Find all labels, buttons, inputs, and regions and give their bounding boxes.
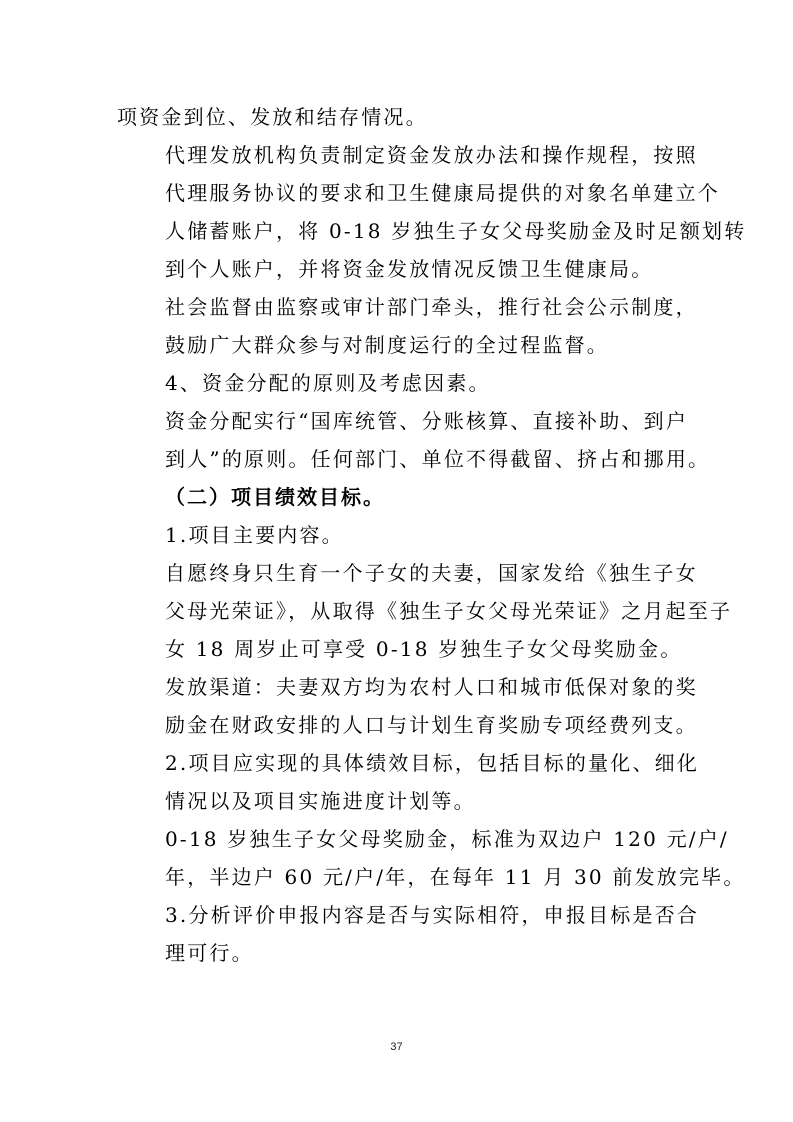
section-heading (117, 478, 680, 516)
text-line: 社会监督由监察或审计部门牵头，推行社会公示制度， (165, 295, 698, 319)
paragraph (117, 364, 680, 402)
text-line: 理可行。 (165, 941, 254, 965)
paragraph (117, 744, 700, 820)
text-line: 励金在财政安排的人口与计划生育奖励专项经费列支。 (165, 713, 698, 737)
text-line: 鼓励广大群众参与对制度运行的全过程监督。 (165, 333, 609, 357)
paragraph (117, 668, 698, 744)
text-line: （二）项目绩效目标。 (165, 485, 385, 509)
text-line: 发放渠道：夫妻双方均为农村人口和城市低保对象的奖 (165, 675, 698, 699)
text-line: 0-18 岁独生子女父母奖励金，标准为双边户 120 元/户/ (165, 827, 729, 851)
text-line: 项资金到位、发放和结存情况。 (117, 105, 428, 129)
paragraph (117, 402, 711, 478)
text-line: 1.项目主要内容。 (165, 523, 344, 547)
text-line: 女 18 周岁止可享受 0-18 岁独生子女父母奖励金。 (165, 637, 683, 661)
page-number: 37 (390, 1041, 403, 1053)
text-line: 2.项目应实现的具体绩效目标，包括目标的量化、细化 (165, 751, 700, 775)
page-body (117, 98, 747, 972)
paragraph (117, 820, 746, 896)
text-line: 到个人账户，并将资金发放情况反馈卫生健康局。 (165, 257, 654, 281)
paragraph (117, 288, 698, 364)
paragraph (117, 896, 700, 972)
text-line: 父母光荣证》，从取得《独生子女父母光荣证》之月起至子 (165, 599, 733, 623)
text-line: 自愿终身只生育一个子女的夫妻，国家发给《独生子女 (165, 561, 698, 585)
text-line: 资金分配实行“国库统管、分账核算、直接补助、到户 (165, 409, 689, 433)
paragraph (117, 136, 747, 288)
text-line: 代理发放机构负责制定资金发放办法和操作规程，按照 (165, 143, 698, 167)
text-line: 年，半边户 60 元/户/年，在每年 11 月 30 前发放完毕。 (165, 865, 746, 889)
text-line: 到人”的原则。任何部门、单位不得截留、挤占和挪用。 (165, 447, 711, 471)
text-line: 4、资金分配的原则及考虑因素。 (165, 371, 491, 395)
text-line: 3.分析评价申报内容是否与实际相符，申报目标是否合 (165, 903, 700, 927)
paragraph (117, 516, 680, 554)
text-line: 代理服务协议的要求和卫生健康局提供的对象名单建立个 (165, 181, 720, 205)
text-line: 人储蓄账户，将 0-18 岁独生子女父母奖励金及时足额划转 (165, 219, 747, 243)
text-line: 情况以及项目实施进度计划等。 (165, 789, 476, 813)
paragraph (117, 554, 733, 668)
paragraph (117, 98, 680, 136)
